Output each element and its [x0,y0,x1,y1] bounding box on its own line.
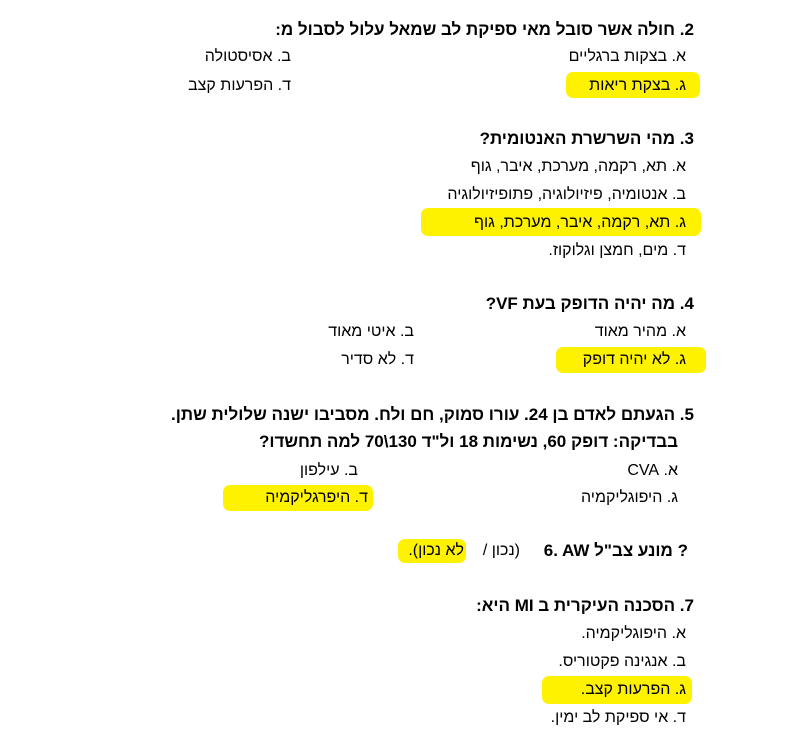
question-6-title: 6. AW מונע צב"ל ? [543,541,688,560]
q7-option-d: ד. אי ספיקת לב ימין. [550,709,686,726]
question-4-title: 4. מה יהיה הדופק בעת VF? [485,294,694,313]
question-5-title-line1: 5. הגעתם לאדם בן 24. עורו סמוק, חם ולח. מסביבו ישנה שלולית שתן. [171,405,694,424]
q5-option-d: ד. היפרגליקמיה [265,489,368,506]
q5-option-a: א. CVA [627,462,678,479]
q6-options-open: (נכון / [482,542,520,559]
q3-option-d: ד. מים, חמצן וגלוקוז. [548,242,686,259]
question-3-title: 3. מהי השרשרת האנטומית? [479,129,694,148]
q7-option-c: ג. הפרעות קצב. [580,681,686,698]
q2-option-a: א. בצקות ברגליים [568,48,686,65]
q3-option-b: ב. אנטומיה, פיזיולוגיה, פתופיזיולוגיה [447,186,686,203]
q3-option-c: ג. תא, רקמה, איבר, מערכת, גוף [474,214,686,231]
q2-option-c: ג. בצקת ריאות [589,77,686,94]
q3-option-a: א. תא, רקמה, מערכת, איבר, גוף [470,158,686,175]
q4-option-c: ג. לא יהיה דופק [582,351,686,368]
q7-option-b: ב. אנגינה פקטוריס. [558,653,686,670]
q2-option-b: ב. אסיסטולה [204,48,291,65]
q5-option-c: ג. היפוגליקמיה [580,489,678,506]
q7-option-a: א. היפוגליקמיה. [581,625,686,642]
q6-answer: לא נכון). [408,542,464,559]
q4-option-d: ד. לא סדיר [341,351,414,368]
question-7-title: 7. הסכנה העיקרית ב MI היא: [476,596,694,615]
question-2-title: 2. חולה אשר סובל מאי ספיקת לב שמאל עלול לסבול מ: [275,20,694,39]
question-5-title-line2: בבדיקה: דופק 60, נשימות 18 ול"ד 130\70 למה תחשדו? [258,432,678,451]
q2-option-d: ד. הפרעות קצב [188,77,291,94]
q4-option-b: ב. איטי מאוד [328,323,414,340]
q5-option-b: ב. עילפון [299,462,358,479]
q4-option-a: א. מהיר מאוד [594,323,686,340]
